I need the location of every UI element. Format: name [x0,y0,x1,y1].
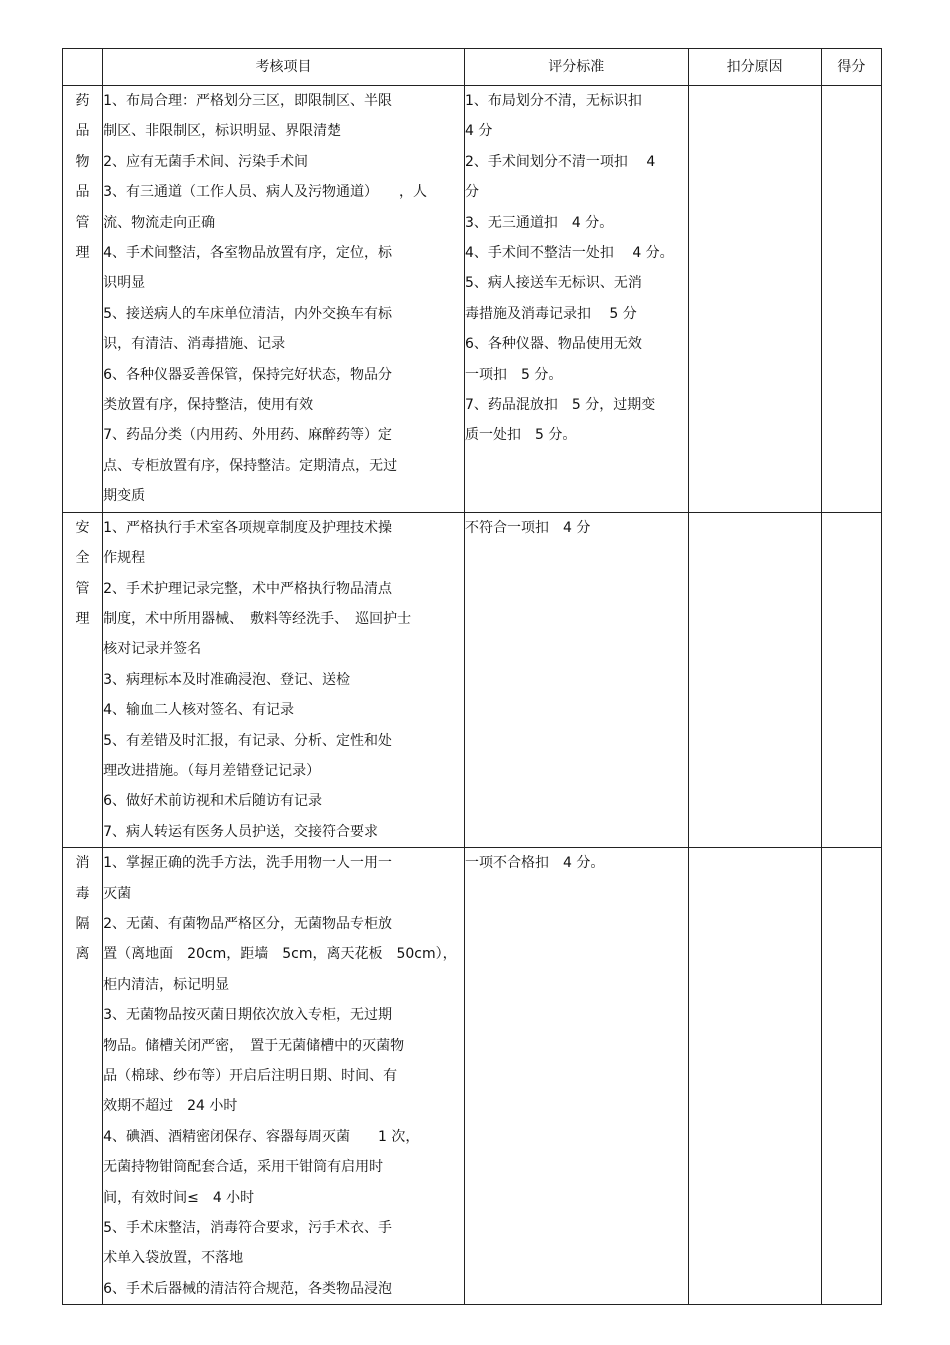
item-line: 置（离地面 20cm，距墙 5cm，离天花板 50cm）， [103,946,457,963]
table-row [63,848,882,1305]
header-assessment-item: 考核项目 [103,49,465,86]
item-line: 灭菌 [103,885,132,902]
item-line: 类放置有序，保持整洁，使用有效 [103,397,314,414]
item-line: 识，有清洁、消毒措施、记录 [103,336,286,353]
category-char: 品 [75,123,90,140]
scoring-standard-cell [464,86,688,513]
category-char: 品 [75,184,90,201]
item-line: 作规程 [103,550,146,567]
header-blank-cell [63,49,103,86]
category-cell [63,848,103,1305]
item-line: 3、病理标本及时准确浸泡、登记、送检 [103,671,350,688]
standard-line: 2、手术间划分不清一项扣 4 [464,153,656,170]
category-char: 物 [75,153,90,170]
item-line: 2、无菌、有菌物品严格区分，无菌物品专柜放 [103,915,392,932]
category-char: 管 [75,214,90,231]
item-line: 期变质 [103,488,146,505]
standard-line: 质一处扣 5 分。 [464,427,577,444]
score-cell[interactable] [821,848,881,1305]
item-line: 效期不超过 24 小时 [103,1098,238,1115]
item-line: 品（棉球、纱布等）开启后注明日期、时间、有 [103,1068,398,1084]
standard-line: 毒措施及消毒记录扣 5 分 [464,305,637,322]
item-line: 流、物流走向正确 [103,214,216,231]
score-cell[interactable] [821,512,881,847]
standard-line: 6、各种仪器、物品使用无效 [464,336,642,353]
item-line: 5、有差错及时汇报，有记录、分析、定性和处 [103,732,392,749]
item-line: 制区、非限制区，标识明显、界限清楚 [103,123,342,140]
standard-line: 4、手术间不整洁一处扣 4 分。 [464,245,674,262]
standard-line: 7、药品混放扣 5 分，过期变 [464,397,656,414]
assessment-items-cell [103,848,465,1305]
item-line: 点、专柜放置有序，保持整洁。定期清点，无过 [103,457,398,474]
item-line: 7、药品分类（内用药、外用药、麻醉药等）定 [103,427,392,444]
assessment-table [62,48,882,1305]
item-line: 2、手术护理记录完整，术中严格执行物品清点 [103,580,392,597]
score-cell[interactable] [821,86,881,513]
header-row [63,49,882,86]
item-line: 6、各种仪器妥善保管，保持完好状态，物品分 [103,366,392,383]
item-line: 4、手术间整洁，各室物品放置有序，定位，标 [103,245,392,262]
category-char: 全 [75,550,90,567]
assessment-items-cell [103,86,465,513]
item-line: 1、掌握正确的洗手方法，洗手用物一人一用一 [103,855,392,872]
item-line: 识明显 [103,275,146,292]
category-char: 离 [75,946,90,963]
header-deduction-reason: 扣分原因 [688,49,821,86]
standard-line: 一项不合格扣 4 分。 [464,855,605,872]
header-score: 得分 [821,49,881,86]
category-char: 毒 [75,885,90,902]
deduction-reason-cell[interactable] [688,86,821,513]
item-line: 间，有效时间≤ 4 小时 [103,1189,255,1206]
table-row [63,512,882,847]
item-line: 5、手术床整洁，消毒符合要求，污手术衣、手 [103,1220,392,1237]
category-char: 消 [75,855,90,872]
scoring-standard-cell [464,512,688,847]
item-line: 4、碘酒、酒精密闭保存、容器每周灭菌 1 次， [103,1128,420,1145]
item-line: 无菌持物钳筒配套合适，采用干钳筒有启用时 [103,1159,384,1176]
item-line: 核对记录并签名 [103,641,202,658]
item-line: 1、布局合理：严格划分三区，即限制区、半限 [103,93,392,109]
deduction-reason-cell[interactable] [688,512,821,847]
item-line: 3、无菌物品按灭菌日期依次放入专柜，无过期 [103,1007,392,1024]
standard-line: 5、病人接送车无标识、无消 [464,275,642,292]
standard-line: 不符合一项扣 4 分 [464,519,591,536]
item-line: 术单入袋放置，不落地 [103,1250,244,1267]
category-cell [63,86,103,513]
header-scoring-standard: 评分标准 [464,49,688,86]
item-line: 3、有三通道（工作人员、病人及污物通道） ，人 [103,184,427,201]
standard-line: 1、布局划分不清，无标识扣 [464,93,642,109]
table-row [63,86,882,513]
standard-line: 一项扣 5 分。 [464,366,563,383]
item-line: 1、严格执行手术室各项规章制度及护理技术操 [103,519,392,536]
item-line: 2、应有无菌手术间、污染手术间 [103,153,309,170]
category-char: 药 [75,93,90,109]
category-char: 安 [75,519,90,536]
item-line: 6、手术后器械的清洁符合规范，各类物品浸泡 [103,1280,392,1297]
category-char: 隔 [75,915,90,932]
item-line: 柜内清洁，标记明显 [103,976,230,993]
item-line: 6、做好术前访视和术后随访有记录 [103,793,323,810]
standard-line: 分 [464,184,479,201]
item-line: 5、接送病人的车床单位清洁，内外交换车有标 [103,305,392,322]
item-line: 4、输血二人核对签名、有记录 [103,702,295,719]
standard-line: 4 分 [464,123,493,140]
item-line: 7、病人转运有医务人员护送，交接符合要求 [103,823,378,840]
category-char: 管 [75,580,90,597]
category-char: 理 [75,610,90,627]
item-line: 制度，术中所用器械、 敷料等经洗手、 巡回护士 [103,610,412,627]
item-line: 理改进措施。（每月差错登记记录） [103,762,321,779]
scoring-standard-cell [464,848,688,1305]
category-cell [63,512,103,847]
category-char: 理 [75,245,90,262]
assessment-items-cell [103,512,465,847]
standard-line: 3、无三通道扣 4 分。 [464,214,614,231]
deduction-reason-cell[interactable] [688,848,821,1305]
item-line: 物品。储槽关闭严密， 置于无菌储槽中的灭菌物 [103,1037,405,1054]
